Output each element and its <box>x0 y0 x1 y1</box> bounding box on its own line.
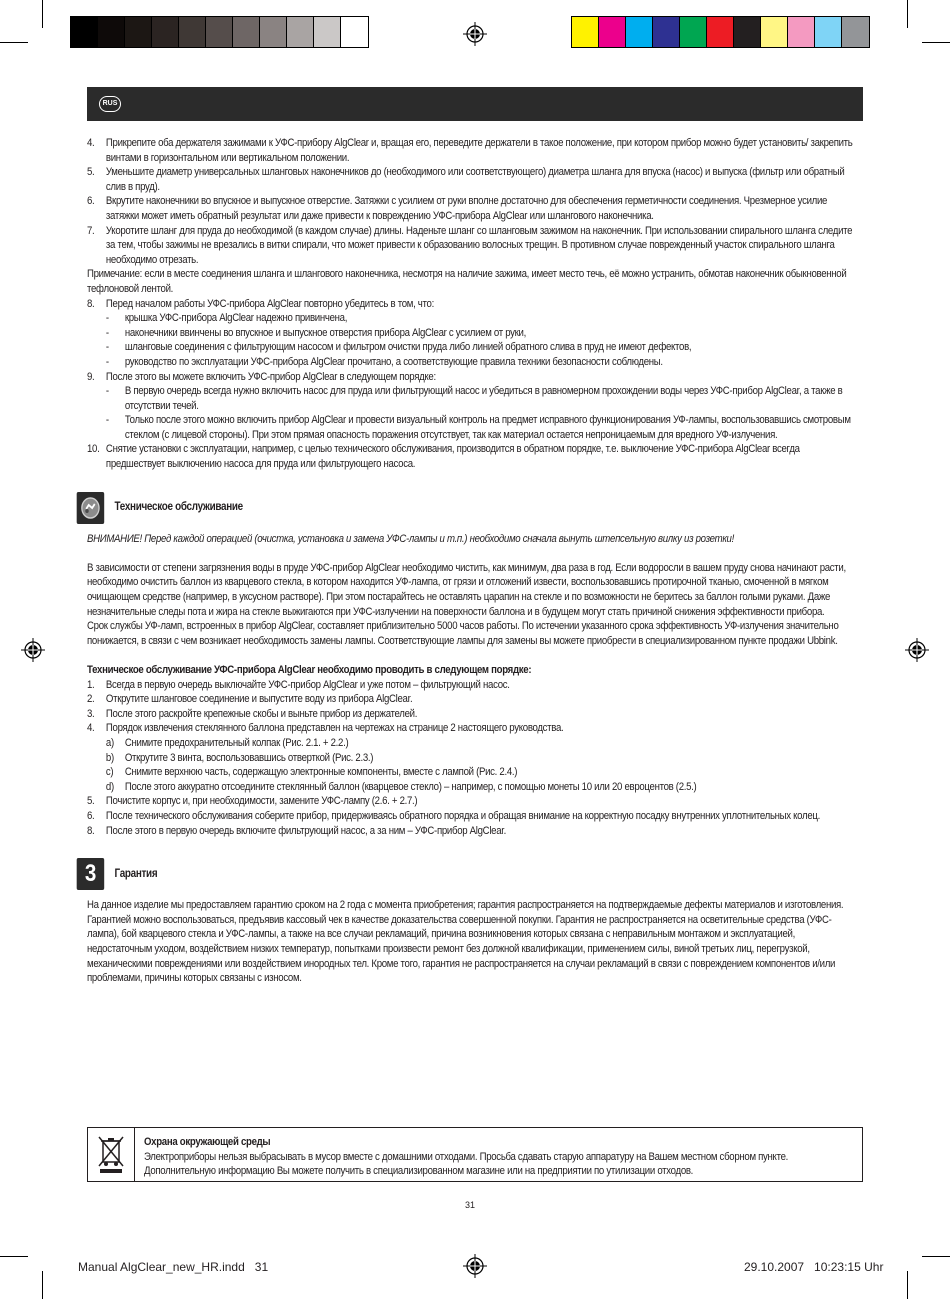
crop-mark <box>42 0 43 28</box>
weee-bin-icon <box>88 1128 135 1181</box>
maintenance-order-heading: Техническое обслуживание УФС-прибора AlgClear необходимо проводить в следующем порядке: <box>87 664 532 676</box>
gray-swatch <box>179 17 206 47</box>
gray-swatch <box>287 17 314 47</box>
list-item: 4. Порядок извлечения стеклянного баллона представлен на чертежах на странице 2 настоящего руководства. <box>87 722 564 735</box>
warranty-number-badge: 3 <box>77 858 105 890</box>
maintenance-paragraph: В зависимости от степени загрязнения воды в пруде УФС-прибор AlgClear необходимо чистить, как минимум, два раза в год. Если водоросли в вашем пруду снова начинают расти, необходимо очистить баллон из кварцевого стекла, в котором находится УФ-лампа, от грязи и отложений извести, воспользовавшись протирочной тканью, смоченной в мягком очищающем средстве (например, в уксусном растворе). При этом постарайтесь не оставлять царапин на стекле и по возможности не беритесь за баллон голыми руками. Даже незначительные следы пота и жира на стекле выжигаются при УФС-излучении на поверхности баллона и в будущем могут стать причиной снижения эффективности прибора. <box>87 561 846 618</box>
maintenance-heading <box>87 492 861 524</box>
list-item: 7. Укоротите шланг для пруда до необходимой (в каждом случае) длины. Наденьте шланг со шланговым зажимом на наконечник. При использовании спирального шланга следите за тем, чтобы зажимы не врезались в витки спирали, что может привести к образованию волосных трещин. В противном случае поврежденный участок спирального шланга необходимо отрезать. <box>87 224 853 266</box>
list-subitem: - крышка УФС-прибора AlgClear надежно привинчена, <box>105 312 348 325</box>
gray-swatch <box>152 17 179 47</box>
gray-swatch <box>260 17 287 47</box>
process-swatch <box>599 17 626 47</box>
crop-mark <box>0 42 28 43</box>
gray-swatch <box>233 17 260 47</box>
section-title: Гарантия <box>114 867 158 880</box>
main-content <box>84 136 853 986</box>
maintenance-warning: ВНИМАНИЕ! Перед каждой операцией (очистка, установка и замена УФС-лампы и т.п.) необходимо сначала вынуть штепсельную вилку из розетки! <box>87 532 734 545</box>
crop-mark <box>907 1271 908 1299</box>
list-subitem: - Только после этого можно включить прибор AlgClear и провести визуальный контроль на предмет исправного функционирования УФ-лампы, воспользовавшись смотровым стеклом (с лицевой стороны). При этом прямая опасность поражения отсутствует, так как материал остается непроницаемым для вредного УФ-излучения. <box>105 414 851 441</box>
list-item: 6. После технического обслуживания соберите прибор, придерживаясь обратного порядка и обращая внимание на корректную посадку внутренних уплотнительных колец. <box>87 809 820 822</box>
registration-mark-icon <box>463 1254 487 1278</box>
environment-notice <box>87 1127 863 1182</box>
crop-mark <box>42 1271 43 1299</box>
page-number: 31 <box>465 1200 476 1210</box>
install-note: Примечание: если в месте соединения шланга и шлангового наконечника, несмотря на наличие зажима, имеет место течь, её можно устранить, обмотав наконечник обыкновенной тефлоновой лентой. <box>87 268 847 295</box>
warranty-heading <box>84 858 861 890</box>
list-item: a) Снимите предохранительный колпак (Рис. 2.1. + 2.2.) <box>105 736 349 749</box>
registration-mark-icon <box>463 22 487 46</box>
section-title: Техническое обслуживание <box>114 501 243 514</box>
list-item: 9. После этого вы можете включить УФС-прибор AlgClear в следующем порядке: <box>87 370 436 383</box>
list-item: 5. Уменьшите диаметр универсальных шланговых наконечников до (необходимого или соответствующего) диаметра шланга для впуска (насос) и выпуска (фильтр или обратный слив в пруд). <box>87 166 845 193</box>
list-item: 8. После этого в первую очередь включите фильтрующий насос, а за ним – УФС-прибор AlgClear. <box>87 824 507 837</box>
list-item: b) Открутите 3 винта, воспользовавшись отверткой (Рис. 2.3.) <box>105 751 374 764</box>
list-item: 5. Почистите корпус и, при необходимости, замените УФС-лампу (2.6. + 2.7.) <box>87 795 418 808</box>
warranty-text: На данное изделие мы предоставляем гарантию сроком на 2 года с момента приобретения; гарантия распространяется на подтверждаемые дефекты материалов и изготовления. Гарантией можно воспользоваться, предъявив кассовый чек в качестве доказательства совершенной покупки. Гарантия не распространяется на осветительные средства (УФС-лампа), бой кварцевого стекла и УФС-лампы, а также на все случаи рекламаций, причина возникновения которых связана с неправильным монтажом и эксплуатацией, недостаточным уходом, воздействием низких температур, попытками произвести ремонт без должной квалификации, применением силы, виной третьих лиц, перегрузкой, механическими повреждениями или воздействием инородных тел. Кроме того, гарантия не распространяется на случаи рекламаций в связи с повреждением компонентов и/или проблемами, причины которых связаны с износом. <box>87 899 844 985</box>
footer-timestamp: 29.10.2007 10:23:15 Uhr <box>744 1260 884 1274</box>
list-item: 2. Открутите шланговое соединение и выпустите воду из прибора AlgClear. <box>87 693 413 706</box>
gray-swatch <box>125 17 152 47</box>
maintenance-paragraph: Срок службы УФ-ламп, встроенных в прибор AlgClear, составляет приблизительно 5000 часов работы. По истечении указанного срока эффективность УФ-излучения значительно понижается, в связи с чем возникает необходимость замены лампы. Соответствующие лампы для замены вы можете приобрести в специализированном пункте продажи Ubbink. <box>87 620 839 647</box>
list-subitem: - шланговые соединения с фильтрующим насосом и фильтром очистки пруда либо линией обратного слива в пруд не имеют дефектов, <box>105 341 692 354</box>
crop-mark <box>0 1256 28 1257</box>
list-item: 6. Вкрутите наконечники во впускное и выпускное отверстие. Затяжки с усилием от руки вполне достаточно для обеспечения герметичности соединения. Чрезмерное усилие затяжки может иметь обратный результат или даже привести к повреждению УФС-прибора AlgClear или шлангового наконечника. <box>87 195 828 222</box>
gray-swatch <box>98 17 125 47</box>
crop-mark <box>922 42 950 43</box>
registration-mark-icon <box>21 638 45 662</box>
process-swatch <box>680 17 707 47</box>
gray-swatch <box>71 17 98 47</box>
registration-mark-icon <box>905 638 929 662</box>
list-subitem: - руководство по эксплуатации УФС-прибора AlgClear прочитано, а соответствующие правила техники безопасности соблюдены. <box>105 355 663 368</box>
list-item: d) После этого аккуратно отсоедините стеклянный баллон (кварцевое стекло) – например, с помощью монеты 10 или 20 евроцентов (2.5.) <box>105 780 697 793</box>
footer-filename: Manual AlgClear_new_HR.indd 31 <box>78 1260 269 1274</box>
environment-text: Электроприборы нельзя выбрасывать в мусор вместе с домашними отходами. Просьба сдавать старую аппаратуру на Вашем местном сборном пункте. Дополнительную информацию Вы можете получить в специализированном магазине или на предприятии по утилизации отходов. <box>144 1150 789 1178</box>
process-swatch <box>842 17 869 47</box>
list-subitem: - наконечники ввинчены во впускное и выпускное отверстия прибора AlgClear с усилием от руки, <box>105 326 527 339</box>
process-swatch <box>707 17 734 47</box>
list-item: 4. Прикрепите оба держателя зажимами к УФС-прибору AlgClear и, вращая его, переведите держатели в такое положение, при котором прибор можно будет установить/ закрепить винтами в горизонтальном или вертикальном положении. <box>87 137 853 164</box>
process-swatch <box>761 17 788 47</box>
process-swatch <box>572 17 599 47</box>
environment-title: Охрана окружающей среды <box>144 1136 271 1148</box>
list-item: 10. Снятие установки с эксплуатации, например, с целью технического обслуживания, производится в обратном порядке, т.е. выключение УФС-прибора AlgClear всегда предшествует выключению насоса для пруда или фильтрующего насоса. <box>87 443 800 471</box>
list-item: c) Снимите верхнюю часть, содержащую электронные компоненты, вместе с лампой (Рис. 2.4.) <box>105 766 518 779</box>
list-item: 3. После этого раскройте крепежные скобы и выньте прибор из держателей. <box>87 707 418 720</box>
crop-mark <box>922 1256 950 1257</box>
language-badge: RUS <box>99 96 121 112</box>
gray-swatch <box>314 17 341 47</box>
process-swatch <box>734 17 761 47</box>
process-swatch <box>653 17 680 47</box>
process-color-bar <box>571 16 870 48</box>
crop-mark <box>907 0 908 28</box>
header-bar <box>87 87 863 121</box>
process-swatch <box>788 17 815 47</box>
list-item: 1. Всегда в первую очередь выключайте УФС-прибор AlgClear и уже потом – фильтрующий насос. <box>87 678 510 691</box>
list-item: 8. Перед началом работы УФС-прибора AlgClear повторно убедитесь в том, что: <box>87 297 434 310</box>
gray-color-bar <box>70 16 369 48</box>
gray-swatch <box>206 17 233 47</box>
list-subitem: - В первую очередь всегда нужно включить насос для пруда или фильтрующий насос и убедиться в равномерном прохождении воды через УФС-прибор AlgClear, а также в отсутствии течей. <box>105 385 843 412</box>
gray-swatch <box>341 17 368 47</box>
process-swatch <box>626 17 653 47</box>
maintenance-icon <box>77 492 105 524</box>
process-swatch <box>815 17 842 47</box>
